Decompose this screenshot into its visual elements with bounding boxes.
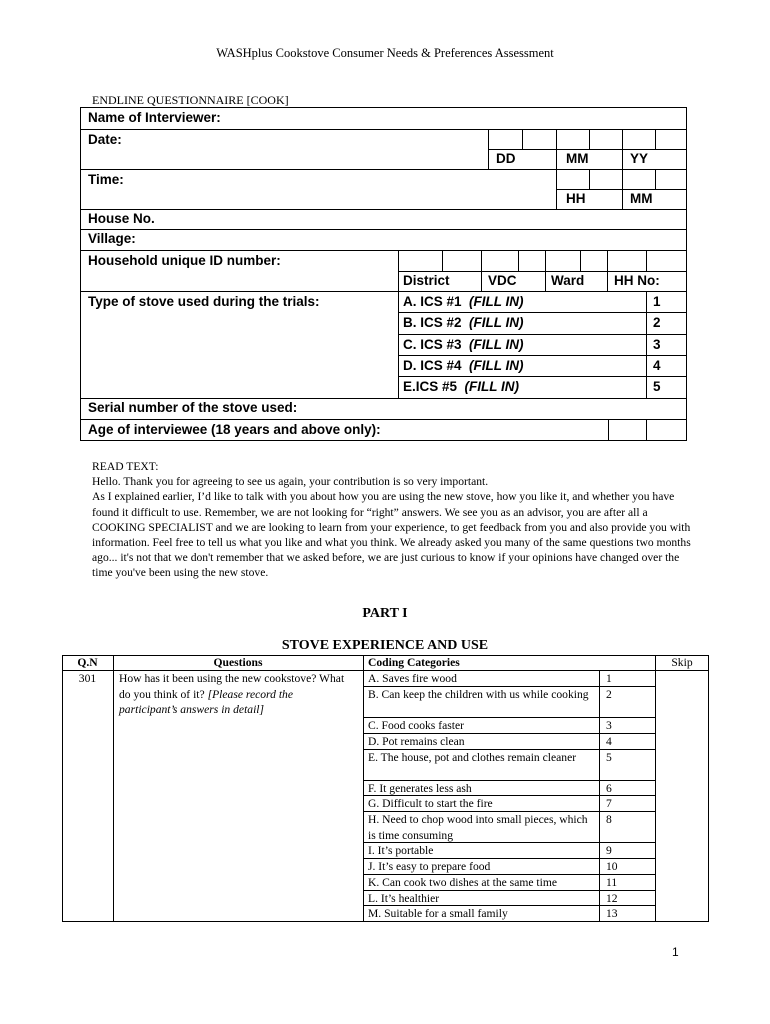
read-text (92, 459, 692, 581)
serial-number-label: Serial number of the stove used: (88, 400, 298, 415)
code-text-i: I. It’s portable (368, 844, 434, 857)
code-value-i: 9 (606, 844, 612, 857)
code-value-b: 2 (606, 688, 612, 701)
time-hh-label: HH (566, 191, 586, 206)
code-value-j: 10 (606, 860, 618, 873)
ward-label: Ward (551, 273, 585, 288)
code-value-a: 1 (606, 672, 612, 685)
code-text-d: D. Pot remains clean (368, 735, 465, 748)
document-title: WASHplus Cookstove Consumer Needs & Preferences Assessment (216, 46, 554, 60)
name-of-interviewer-label: Name of Interviewer: (88, 110, 221, 125)
read-text-heading: READ TEXT: (92, 460, 159, 473)
time-label: Time: (88, 172, 124, 187)
code-text-l: L. It’s healthier (368, 892, 440, 905)
stove-option-e-code: 5 (653, 379, 661, 394)
read-text-paragraph: As I explained earlier, I’d like to talk with you about how you are using the new stove, how you like it, and whether you have found it difficult to use. Remember, we are not looking for “right” answers. We see you as an advisor, you are after all a COOKING SPECIALIST and we are looking to learn from your experience, to get feedback from you and also provide you with information. Feel free to tell us what you like and what you think. We already asked you many of the same questions two months ago... it's not that we don't remember that we asked before, we are just curious to know if your opinions have changed over the time you've been using the new stove. (92, 490, 691, 580)
stove-option-d: D. ICS #4 (FILL IN) (403, 358, 524, 373)
date-label: Date: (88, 132, 122, 147)
code-text-h: H. Need to chop wood into small pieces, which is time consuming (368, 813, 588, 842)
hh-no-label: HH No: (614, 273, 660, 288)
code-value-g: 7 (606, 797, 612, 810)
vdc-label: VDC (488, 273, 517, 288)
code-text-b: B. Can keep the children with us while cooking (368, 688, 589, 701)
question-note: [Please record the participant’s answers in detail] (119, 687, 294, 716)
stove-option-c: C. ICS #3 (FILL IN) (403, 337, 524, 352)
household-id-label: Household unique ID number: (88, 253, 281, 268)
code-value-e: 5 (606, 751, 612, 764)
stove-option-b: B. ICS #2 (FILL IN) (403, 315, 524, 330)
code-text-j: J. It’s easy to prepare food (368, 860, 491, 873)
code-value-h: 8 (606, 813, 612, 826)
code-text-g: G. Difficult to start the fire (368, 797, 493, 810)
stove-option-e: E.ICS #5 (FILL IN) (403, 379, 520, 394)
time-mm-label: MM (630, 191, 653, 206)
code-text-a: A. Saves fire wood (368, 672, 457, 685)
question-number: 301 (78, 672, 97, 685)
code-text-k: K. Can cook two dishes at the same time (368, 876, 558, 889)
header-qn: Q.N (77, 656, 98, 669)
code-value-d: 4 (606, 735, 612, 748)
code-text-e: E. The house, pot and clothes remain cleaner (368, 751, 577, 764)
code-text-f: F. It generates less ash (368, 782, 472, 795)
village-label: Village: (88, 231, 136, 246)
stove-option-c-code: 3 (653, 337, 661, 352)
stove-option-d-code: 4 (653, 358, 661, 373)
stove-option-b-code: 2 (653, 315, 661, 330)
date-dd-label: DD (496, 151, 516, 166)
read-text-greeting: Hello. Thank you for agreeing to see us again, your contribution is so very important. (92, 475, 489, 489)
stove-option-a-code: 1 (653, 294, 661, 309)
code-value-f: 6 (606, 782, 612, 795)
part-heading: PART I (362, 606, 408, 621)
date-yy-label: YY (630, 151, 649, 166)
code-value-m: 13 (606, 907, 618, 920)
stove-type-label: Type of stove used during the trials: (88, 294, 320, 309)
endline-label: ENDLINE QUESTIONNAIRE [COOK] (92, 93, 289, 107)
code-value-c: 3 (606, 719, 612, 732)
header-skip: Skip (671, 656, 693, 669)
code-text-m: M. Suitable for a small family (368, 907, 508, 920)
stove-option-a: A. ICS #1 (FILL IN) (403, 294, 524, 309)
code-value-k: 11 (606, 876, 618, 889)
code-value-l: 12 (606, 892, 618, 905)
age-label: Age of interviewee (18 years and above only): (88, 422, 381, 437)
date-mm-label: MM (566, 151, 589, 166)
header-coding: Coding Categories (368, 656, 460, 669)
header-questions: Questions (213, 656, 263, 669)
house-no-label: House No. (88, 211, 155, 226)
section-heading: STOVE EXPERIENCE AND USE (281, 638, 489, 653)
code-text-c: C. Food cooks faster (368, 719, 464, 732)
page-number: 1 (672, 945, 679, 959)
district-label: District (403, 273, 450, 288)
question-text: How has it been using the new cookstove? What do you think of it? [Please record the participant’s answers in detail] (119, 672, 345, 716)
